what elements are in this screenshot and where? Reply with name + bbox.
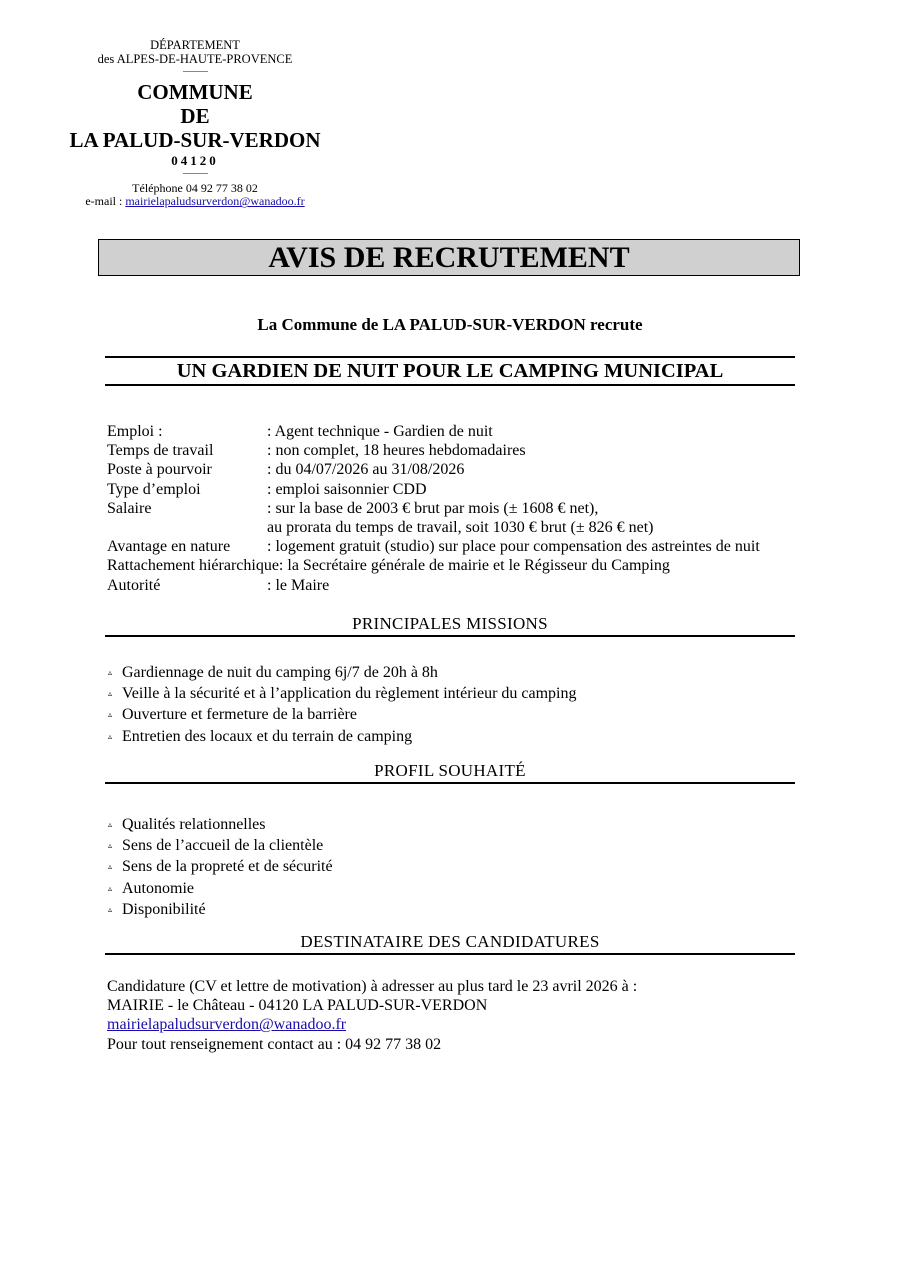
applications-deadline: Candidature (CV et lettre de motivation) à adresser au plus tard le 23 avril 2026 à : [107, 978, 638, 995]
header-separator-2: ——— [183, 167, 207, 178]
detail-value: : non complet, 18 heures hebdomadaires [267, 442, 526, 460]
header-phone: Téléphone 04 92 77 38 02 [132, 180, 258, 195]
detail-value: : Agent technique - Gardien de nuit [267, 423, 493, 440]
detail-label: Rattachement hiérarchique [107, 557, 279, 575]
detail-label: Temps de travail [107, 442, 214, 460]
detail-value: : le Maire [267, 576, 330, 594]
triangle-bullet-icon: ▵ [108, 820, 113, 829]
missions-heading: PRINCIPALES MISSIONS [105, 613, 795, 637]
list-item [108, 900, 333, 921]
triangle-bullet-icon: ▵ [108, 668, 113, 677]
commune-line1: COMMUNE [137, 79, 253, 104]
profile-text: Autonomie [122, 879, 194, 897]
detail-row [107, 480, 760, 499]
applications-email-link[interactable]: mairielapaludsurverdon@wanadoo.fr [107, 1016, 347, 1034]
profile-text: Qualités relationnelles [122, 816, 266, 833]
list-item [108, 663, 576, 684]
postal-code: 04120 [171, 152, 219, 168]
profile-list [108, 815, 333, 921]
detail-row [107, 537, 760, 556]
department-line1: DÉPARTEMENT [150, 38, 240, 52]
triangle-bullet-icon: ▵ [108, 689, 113, 699]
detail-label: Autorité [107, 576, 161, 594]
applications-address: MAIRIE - le Château - 04120 LA PALUD-SUR-VERDON [107, 997, 488, 1015]
detail-row [107, 422, 760, 441]
mission-text: Entretien des locaux et du terrain de camping [122, 727, 413, 745]
job-title: UN GARDIEN DE NUIT POUR LE CAMPING MUNICIPAL [105, 356, 795, 386]
detail-value: : sur la base de 2003 € brut par mois (± 1608 € net), [267, 499, 599, 517]
detail-row [107, 441, 760, 460]
detail-label: Emploi : [107, 423, 163, 440]
detail-row [107, 460, 760, 479]
mission-text: Veille à la sécurité et à l’application du règlement intérieur du camping [122, 685, 577, 703]
detail-label: Type d’emploi [107, 480, 201, 498]
header-email-link[interactable]: mairielapaludsurverdon@wanadoo.fr [125, 194, 305, 209]
triangle-bullet-icon: ▵ [108, 841, 113, 851]
triangle-bullet-icon: ▵ [108, 862, 113, 872]
profile-text: Sens de la propreté et de sécurité [122, 858, 333, 876]
list-item [108, 879, 333, 900]
commune-line2: DE [180, 103, 210, 128]
header-separator: ——— [183, 65, 207, 76]
list-item [108, 836, 333, 857]
list-item [108, 684, 576, 705]
detail-label: Poste à pourvoir [107, 461, 212, 479]
department-line2: des ALPES-DE-HAUTE-PROVENCE [97, 52, 293, 67]
email-label: e-mail : [85, 194, 126, 209]
list-item [108, 815, 333, 836]
detail-value: : logement gratuit (studio) sur place pour compensation des astreintes de nuit [267, 538, 760, 556]
commune-line3: LA PALUD-SUR-VERDON [69, 127, 321, 152]
detail-value: au prorata du temps de travail, soit 1030 € brut (± 826 € net) [267, 519, 654, 537]
page-title: AVIS DE RECRUTEMENT [98, 239, 800, 276]
detail-value: : du 04/07/2026 au 31/08/2026 [267, 461, 465, 479]
header-email-line [60, 195, 330, 209]
detail-label: Avantage en nature [107, 538, 231, 556]
profile-text: Disponibilité [122, 900, 206, 918]
job-details [107, 422, 760, 595]
triangle-bullet-icon: ▵ [108, 731, 113, 741]
missions-list [108, 663, 576, 748]
detail-value: : la Secrétaire générale de mairie et le Régisseur du Camping [278, 557, 670, 575]
detail-label: Salaire [107, 499, 152, 517]
detail-row [107, 518, 760, 537]
triangle-bullet-icon: ▵ [108, 883, 113, 893]
letterhead [60, 38, 330, 209]
applications-heading: DESTINATAIRE DES CANDIDATURES [105, 931, 795, 955]
profile-heading: PROFIL SOUHAITÉ [105, 760, 795, 784]
mission-text: Ouverture et fermeture de la barrière [122, 706, 357, 724]
applications-contact: Pour tout renseignement contact au : 04 92 77 38 02 [107, 1035, 442, 1053]
detail-row [107, 499, 760, 518]
list-item [108, 857, 333, 878]
triangle-bullet-icon: ▵ [108, 710, 113, 720]
triangle-bullet-icon: ▵ [108, 904, 113, 914]
list-item [108, 727, 576, 748]
mission-text: Gardiennage de nuit du camping 6j/7 de 20h à 8h [122, 664, 438, 681]
detail-row [107, 556, 760, 575]
detail-row [107, 576, 760, 595]
profile-text: Sens de l’accueil de la clientèle [122, 837, 324, 855]
intro-line: La Commune de LA PALUD-SUR-VERDON recrute [257, 315, 643, 334]
list-item [108, 705, 576, 726]
applications-block [107, 977, 637, 1054]
detail-value: : emploi saisonnier CDD [267, 480, 427, 498]
detail-label [107, 518, 267, 537]
